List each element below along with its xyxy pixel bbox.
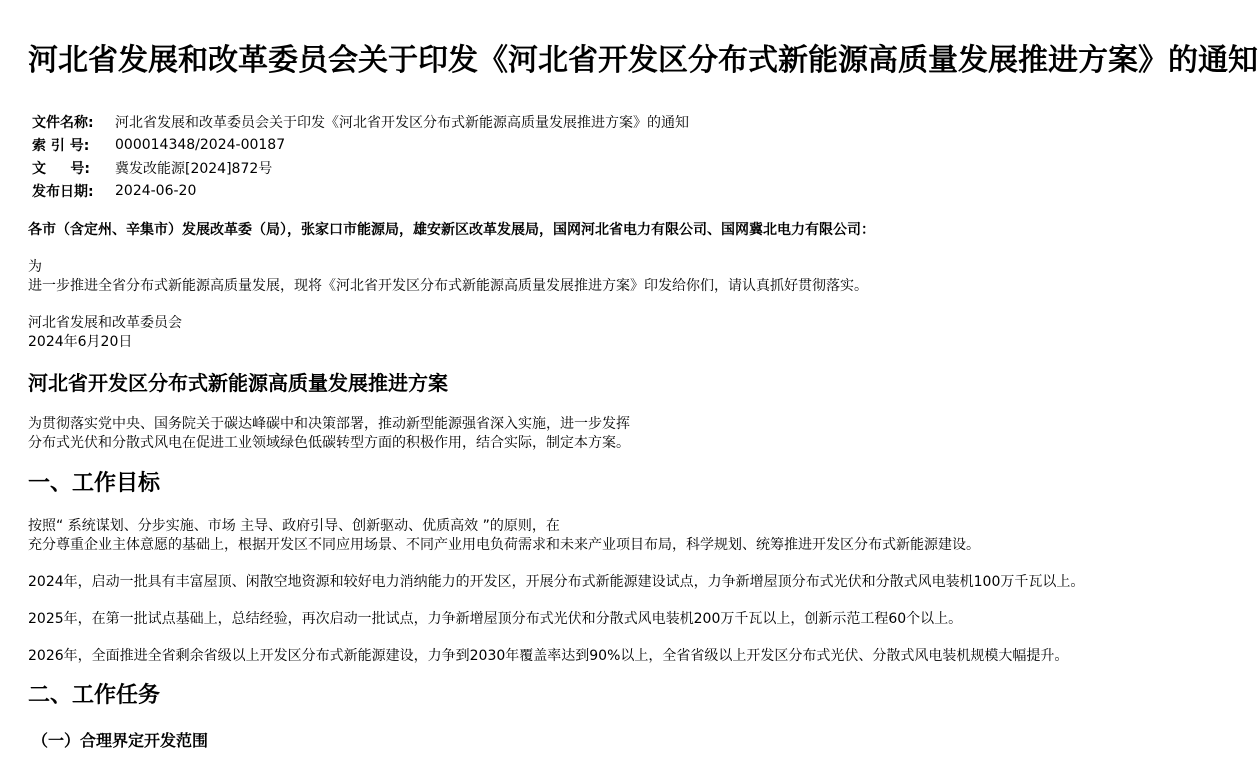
notice-line-1: 为 — [28, 259, 42, 275]
issue-date: 2024年6月20日 — [28, 334, 133, 350]
subsection-heading-scope: （一）合理界定开发范围 — [32, 731, 209, 750]
principle-line-2: 充分尊重企业主体意愿的基础上，根据开发区不同应用场景、不同产业用电负荷需求和未来产业项目布局，科学规划、统筹推进开发区分布式新能源建设。 — [28, 537, 980, 553]
notice-line-2: 进一步推进全省分布式新能源高质量发展，现将《河北省开发区分布式新能源高质量发展推进方案》印发给你们，请认真抓好贯彻落实。 — [28, 278, 868, 294]
issuer: 河北省发展和改革委员会 — [28, 315, 182, 331]
meta-label-index: 索 引 号: — [32, 137, 90, 154]
meta-row-publish-date — [32, 179, 689, 202]
meta-value-doc-number: 冀发改能源[2024]872号 — [115, 160, 273, 177]
meta-row-index — [32, 133, 689, 156]
principle-line-1: 按照“ 系统谋划、分步实施、市场 主导、政府引导、创新驱动、优质高效 ”的原则，在 — [28, 518, 560, 534]
addressee: 各市（含定州、辛集市）发展改革委（局），张家口市能源局，雄安新区改革发展局，国网河北省电力有限公司、国网冀北电力有限公司： — [28, 222, 875, 238]
plan-intro-line-1: 为贯彻落实党中央、国务院关于碳达峰碳中和决策部署，推动新型能源强省深入实施，进一步发挥 — [28, 416, 630, 432]
target-2025: 2025年，在第一批试点基础上，总结经验，再次启动一批试点，力争新增屋顶分布式光伏和分散式风电装机200万千瓦以上，创新示范工程60个以上。 — [28, 611, 963, 627]
plan-title: 河北省开发区分布式新能源高质量发展推进方案 — [28, 371, 448, 395]
target-2026: 2026年，全面推进全省剩余省级以上开发区分布式新能源建设，力争到2030年覆盖率达到90%以上，全省省级以上开发区分布式光伏、分散式风电装机规模大幅提升。 — [28, 648, 1069, 664]
meta-row-filename — [32, 110, 689, 133]
meta-value-index: 000014348/2024-00187 — [115, 136, 286, 153]
document-meta-table — [32, 110, 689, 202]
meta-row-doc-number — [32, 156, 689, 179]
meta-label-doc-number: 文 号: — [32, 160, 90, 177]
plan-intro-line-2: 分布式光伏和分散式风电在促进工业领域绿色低碳转型方面的积极作用，结合实际，制定本方案。 — [28, 435, 630, 451]
meta-value-filename: 河北省发展和改革委员会关于印发《河北省开发区分布式新能源高质量发展推进方案》的通知 — [115, 114, 689, 131]
meta-label-filename: 文件名称: — [32, 114, 94, 131]
target-2024: 2024年，启动一批具有丰富屋顶、闲散空地资源和较好电力消纳能力的开发区，开展分布式新能源建设试点，力争新增屋顶分布式光伏和分散式风电装机100万千瓦以上。 — [28, 574, 1085, 590]
meta-value-publish-date: 2024-06-20 — [115, 182, 197, 199]
document-title: 河北省发展和改革委员会关于印发《河北省开发区分布式新能源高质量发展推进方案》的通知 — [28, 43, 1258, 78]
section-heading-goals: 一、工作目标 — [28, 471, 161, 496]
section-heading-tasks: 二、工作任务 — [28, 683, 161, 708]
meta-label-publish-date: 发布日期: — [32, 183, 94, 200]
